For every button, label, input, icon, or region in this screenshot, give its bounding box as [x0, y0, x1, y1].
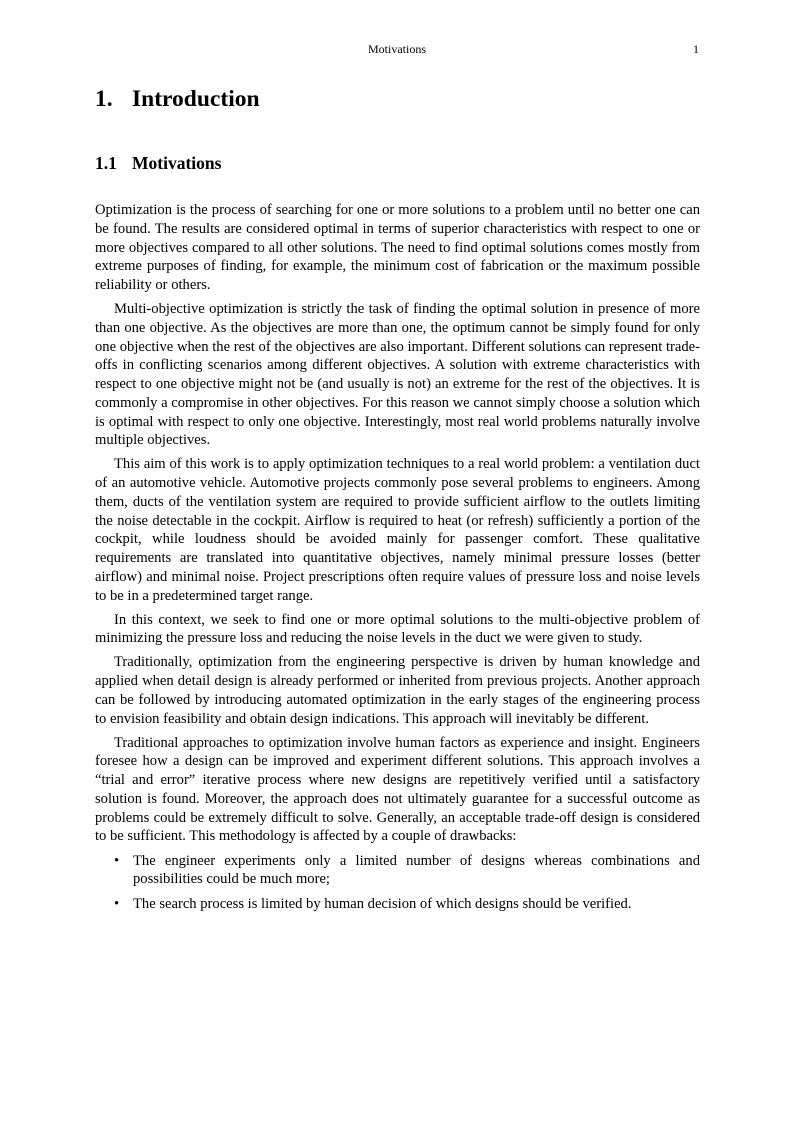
section-heading — [95, 153, 221, 174]
drawbacks-list — [95, 852, 700, 914]
chapter-number: 1. — [95, 86, 113, 112]
list-item-text: The search process is limited by human decision of which designs should be verified. — [133, 896, 632, 913]
body-text — [95, 201, 700, 920]
section-title: Motivations — [132, 153, 222, 173]
list-item — [95, 895, 700, 914]
paragraph: In this context, we seek to find one or more optimal solutions to the multi-objective problem of minimizing the pressure loss and reducing the noise levels in the duct we were given to study. — [95, 611, 700, 647]
list-item-text: The engineer experiments only a limited number of designs whereas combinations and possibilities could be much more; — [133, 852, 700, 888]
bullet-icon: • — [114, 896, 120, 913]
page-number: 1 — [693, 42, 699, 56]
section-number: 1.1 — [95, 153, 117, 173]
paragraph: Traditional approaches to optimization involve human factors as experience and insight. Engineers foresee how a design can be improved and experiment different solutions. This approach involves a “trial and error” iterative process where new designs are repetitively verified until a satisfactory solution is found. Moreover, the approach does not ultimately guarantee for a successful outcome as problems could be extremely difficult to solve. Generally, an acceptable trade-off design is considered to be sufficient. This methodology is affected by a couple of drawbacks: — [95, 734, 700, 845]
chapter-title: Introduction — [132, 86, 260, 112]
running-title: Motivations — [367, 42, 426, 56]
paragraph: Optimization is the process of searching for one or more solutions to a problem until no better one can be found. The results are considered optimal in terms of superior characteristics with respect to one or more objectives compared to all other solutions. The need to find optimal solutions comes mostly from extreme purposes of finding, for example, the minimum cost of fabrication or the maximum possible reliability or others. — [95, 202, 700, 293]
paragraph: Traditionally, optimization from the engineering perspective is driven by human knowledge and applied when detail design is already performed or inherited from previous projects. Another approach can be followed by introducing automated optimization in the early stages of the engineering process to envision feasibility and obtain design indications. This approach will inevitably be different. — [95, 654, 700, 727]
paragraph: This aim of this work is to apply optimization techniques to a real world problem: a ventilation duct of an automotive vehicle. Automotive projects commonly pose several problems to engineers. Among them, ducts of the ventilation system are required to provide sufficient airflow to the outlets limiting the noise detectable in the cockpit. Airflow is required to heat (or refresh) sufficiently a portion of the cockpit, while loudness should be avoided mainly for passenger comfort. These qualitative requirements are translated into quantitative objectives, namely minimal pressure losses (better airflow) and minimal noise. Project prescriptions often require values of pressure loss and noise levels to be in a predetermined target range. — [95, 456, 700, 604]
chapter-heading — [95, 86, 260, 113]
paragraph: Multi-objective optimization is strictly the task of finding the optimal solution in presence of more than one objective. As the objectives are more than one, the optimum cannot be simply found for only one objective when the rest of the objectives are also important. Different solutions can represent trade-offs in conflicting scenarios among different objectives. A solution with extreme characteristics with respect to one objective might not be (and usually is not) an extreme for the rest of the objectives. It is commonly a compromise in other objectives. For this reason we cannot simply choose a solution which is optimal with respect to only one objective. Interestingly, most real world problems naturally involve multiple objectives. — [95, 301, 700, 449]
list-item — [95, 852, 700, 890]
bullet-icon: • — [114, 852, 120, 869]
running-header — [95, 42, 699, 60]
